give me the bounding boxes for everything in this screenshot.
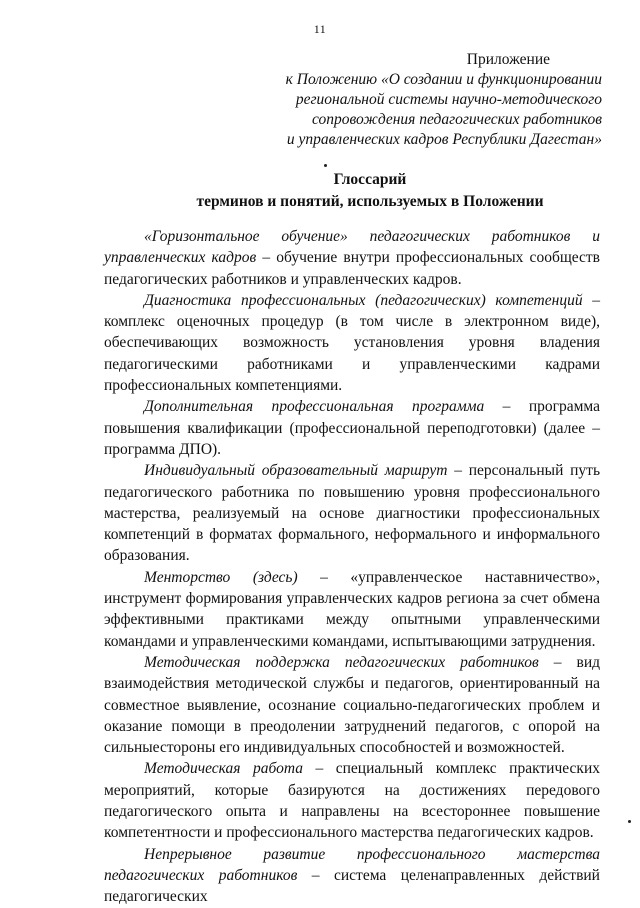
entry-term: Непрерывное развитие профессионального мастерства педагогических работников [104, 845, 600, 884]
entry-term: Методическая поддержка педагогических работников [144, 653, 539, 671]
glossary-body [104, 226, 600, 908]
entry-definition: – вид взаимодействия методической службы и педагогов, ориентированный на совместное выявление, осознание социально-педагогических проблем и оказание помощи в преодолении затруднений педагогов, с опорой на сильныестороны его индивидуальных способностей и возможностей. [104, 653, 601, 757]
entry-definition: – комплекс оценочных процедур (в том числе в электронном виде), обеспечивающих возможность установления уровня владения педагогическими работниками и управленческими кадрами профессиональных компетенциями. [104, 291, 601, 395]
glossary-entry [104, 758, 600, 843]
glossary-title: Глоссарий [333, 171, 407, 188]
glossary-entry [104, 567, 600, 652]
scan-speck [628, 820, 631, 823]
appendix-line: и управленческих кадров Республики Дагестан» [286, 131, 602, 148]
appendix-line: региональной системы научно-методического [295, 91, 602, 108]
entry-term: Методическая работа [144, 760, 303, 778]
entry-definition: – специальный комплекс практических мероприятий, которые базируются на достижениях передового педагогического опыта и направлены на всестороннее повышение компетентности и профессионального мастерства педагогических кадров. [104, 760, 600, 842]
entry-term: Дополнительная профессиональная программа [144, 398, 485, 416]
entry-definition: – программа повышения квалификации (профессиональной переподготовки) (далее – программа ДПО). [104, 398, 600, 458]
page-number: 11 [313, 22, 327, 36]
glossary-entry [104, 226, 600, 290]
appendix-line: к Положению «О создании и функционировании [285, 71, 602, 88]
glossary-heading [0, 169, 640, 213]
glossary-entry [104, 652, 600, 758]
entry-term: Менторство (здесь) [144, 568, 298, 586]
entry-term: Индивидуальный образовательный маршрут [144, 462, 448, 480]
appendix-header [242, 50, 602, 150]
entry-definition: – «управленческое наставничество», инструмент формирования управленческих кадров региона за счет обмена эффективными практиками между опытными управленческими командами и управленческими командами, испытывающими затруднения. [104, 568, 601, 650]
entry-term: Диагностика профессиональных (педагогических) компетенций [144, 291, 583, 309]
glossary-entry [104, 290, 600, 396]
appendix-line: сопровождения педагогических работников [312, 111, 602, 128]
scan-speck [324, 164, 327, 167]
glossary-entry [104, 396, 600, 460]
entry-term: «Горизонтальное обучение» педагогических работников и управленческих кадров [104, 228, 600, 267]
glossary-entry [104, 844, 600, 908]
glossary-entry [104, 460, 600, 566]
entry-definition: – система целенаправленных действий педагогических [104, 866, 600, 906]
appendix-title: Приложение [466, 51, 550, 68]
entry-definition: – персональный путь педагогического работника по повышению уровня профессионального мастерства, реализуемый на основе диагностики профессиональных компетенций в форматах формального, неформального и информального образования. [104, 462, 601, 565]
glossary-subtitle: терминов и понятий, используемых в Положении [196, 193, 544, 210]
entry-definition: – обучение внутри профессиональных сообществ педагогических работников и управленческих кадров. [104, 249, 601, 288]
